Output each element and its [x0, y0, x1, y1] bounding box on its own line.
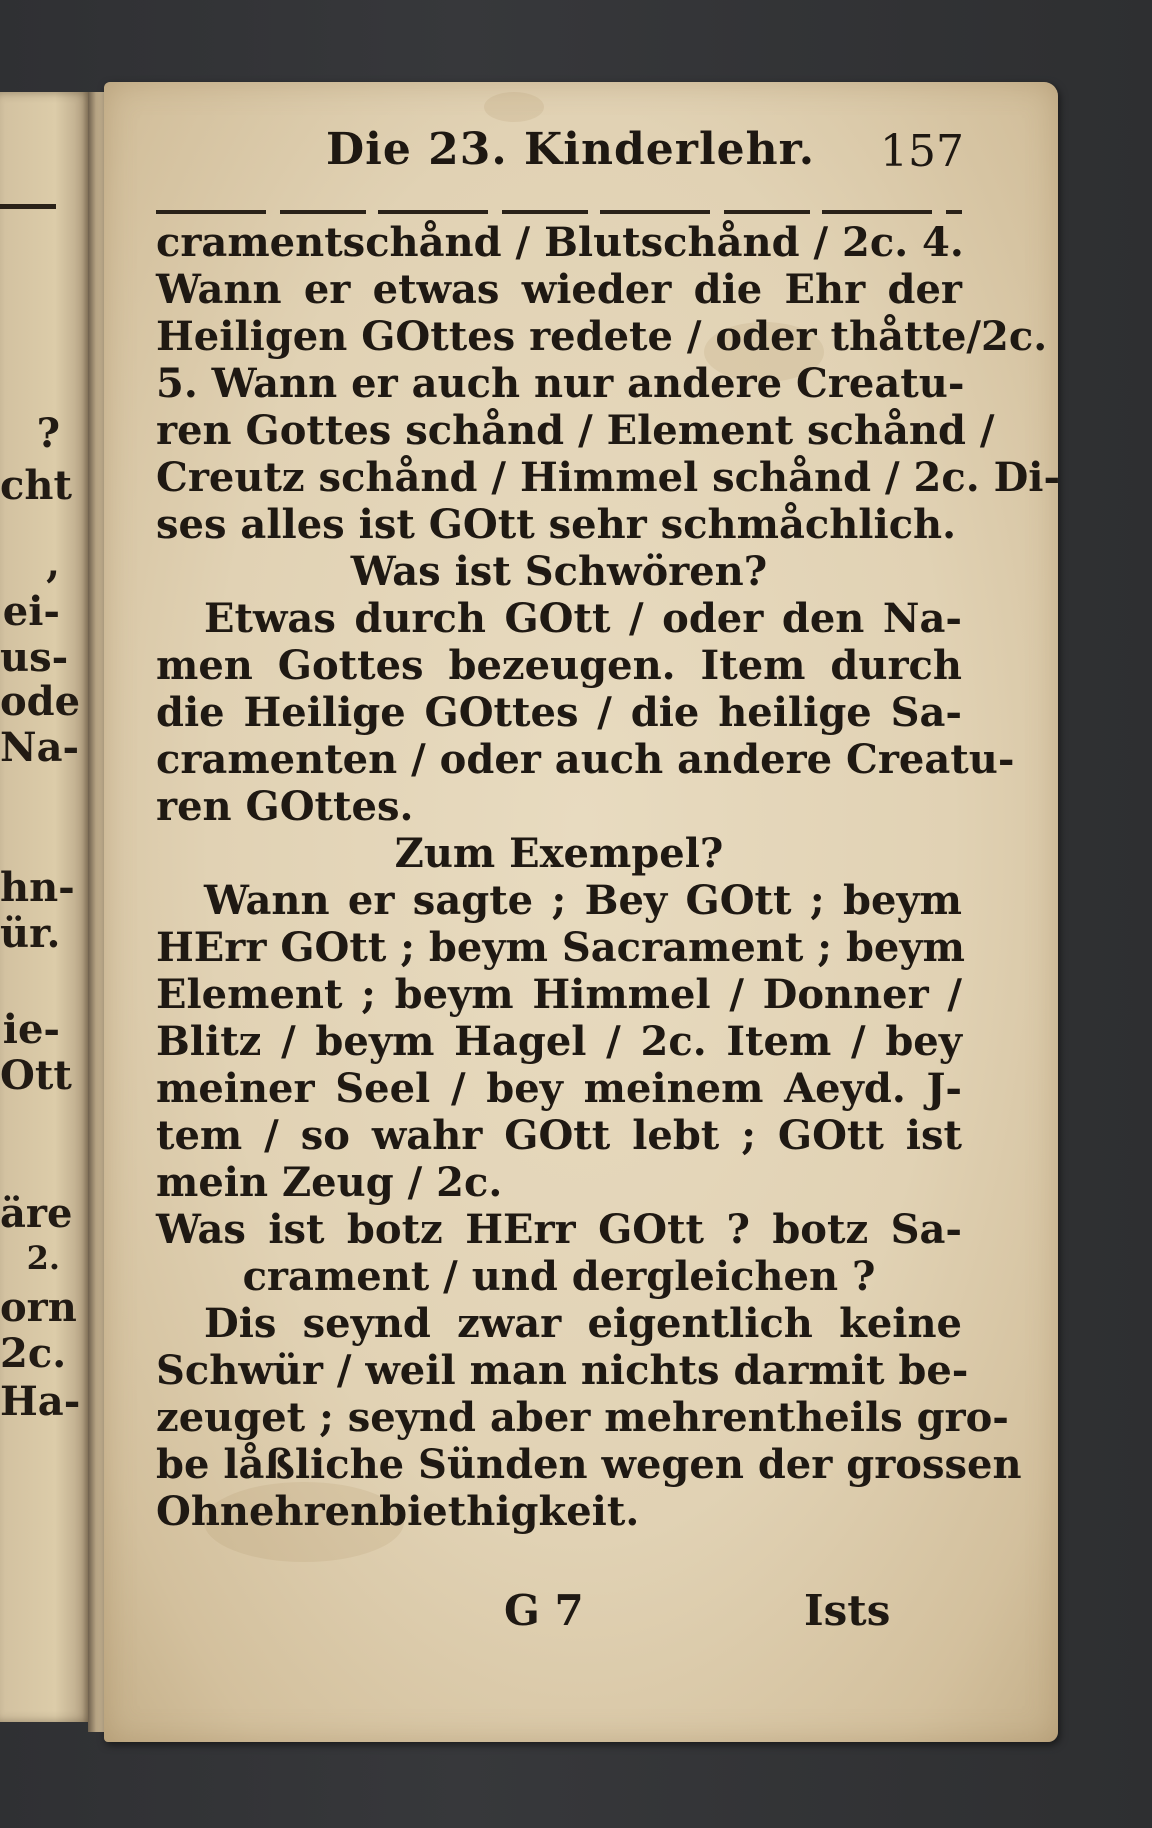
text-line: Blitz / beym Hagel / 2c. Item / bey — [156, 1018, 962, 1065]
paper-stain — [484, 92, 544, 122]
text-line: HErr GOtt ; beym Sacrament ; beym — [156, 924, 965, 971]
text-line: ren Gottes schånd / Element schånd / — [156, 407, 995, 454]
book-page — [104, 82, 1061, 1742]
left-page-fragment: cht — [0, 462, 72, 509]
left-page-fragment: 2c. — [0, 1330, 67, 1377]
text-line: cramenten / oder auch andere Creatu- — [156, 736, 1015, 783]
text-line: Ohnehrenbiethigkeit. — [156, 1488, 640, 1535]
left-page-header-rule — [0, 204, 56, 209]
text-line: mein Zeug / 2c. — [156, 1159, 503, 1206]
text-line: Schwür / weil man nichts darmit be- — [156, 1347, 969, 1394]
left-page-fragment: hn- — [0, 864, 75, 911]
text-line: Wann er sagte ; Bey GOtt ; beym — [204, 877, 962, 924]
left-page-fragment: 2. — [26, 1239, 60, 1277]
left-page-fragment: ode — [0, 678, 81, 725]
header-rule — [156, 210, 962, 214]
left-page-fragment: orn — [0, 1284, 77, 1331]
text-line: zeuget ; seynd aber mehrentheils gro- — [156, 1394, 1009, 1441]
text-line: die Heilige GOttes / die heilige Sa- — [156, 689, 962, 736]
text-line: Etwas durch GOtt / oder den Na- — [204, 595, 962, 642]
left-page-fragment: ei- — [2, 588, 60, 635]
text-line: ren GOttes. — [156, 783, 414, 830]
text-line: Heiligen GOttes redete / oder thåtte/2c. — [156, 313, 1048, 360]
text-line: be låßliche Sünden wegen der grossen — [156, 1441, 1022, 1488]
left-page-fragment: Na- — [0, 724, 80, 771]
text-line: cramentschånd / Blutschånd / 2c. 4. — [156, 219, 964, 266]
question-heading: crament / und dergleichen ? — [242, 1253, 876, 1300]
left-page-fragment: ür. — [0, 910, 61, 957]
catchword: Ists — [804, 1586, 891, 1635]
text-line: men Gottes bezeugen. Item durch — [156, 642, 962, 689]
left-page — [0, 92, 92, 1722]
text-line: 5. Wann er auch nur andere Creatu- — [156, 360, 965, 407]
left-page-fragment: us- — [0, 634, 69, 681]
text-line: Creutz schånd / Himmel schånd / 2c. Di- — [156, 454, 1061, 501]
text-line: meiner Seel / bey meinem Aeyd. J- — [156, 1065, 962, 1112]
text-line: ses alles ist GOtt sehr schmåchlich. — [156, 501, 957, 548]
question-heading: Zum Exempel? — [394, 830, 724, 877]
running-head-title: Die 23. Kinderlehr. — [326, 124, 816, 175]
left-page-fragment: , — [46, 540, 60, 587]
left-page-fragment: ? — [36, 410, 60, 457]
left-page-fragment: Ott — [0, 1052, 72, 1099]
text-line: Element ; beym Himmel / Donner / — [156, 971, 962, 1018]
signature-mark: G 7 — [504, 1586, 584, 1635]
left-page-fragment: äre — [0, 1190, 73, 1237]
page-number: 157 — [880, 126, 964, 177]
left-page-fragment: ie- — [2, 1006, 60, 1053]
text-line: tem / so wahr GOtt lebt ; GOtt ist — [156, 1112, 962, 1159]
left-page-fragment: Ha- — [0, 1378, 81, 1425]
text-line: Wann er etwas wieder die Ehr der — [156, 266, 962, 313]
text-line: Dis seynd zwar eigentlich keine — [204, 1300, 962, 1347]
question-heading: Was ist Schwören? — [350, 548, 768, 595]
question-heading: Was ist botz HErr GOtt ? botz Sa- — [156, 1206, 962, 1253]
